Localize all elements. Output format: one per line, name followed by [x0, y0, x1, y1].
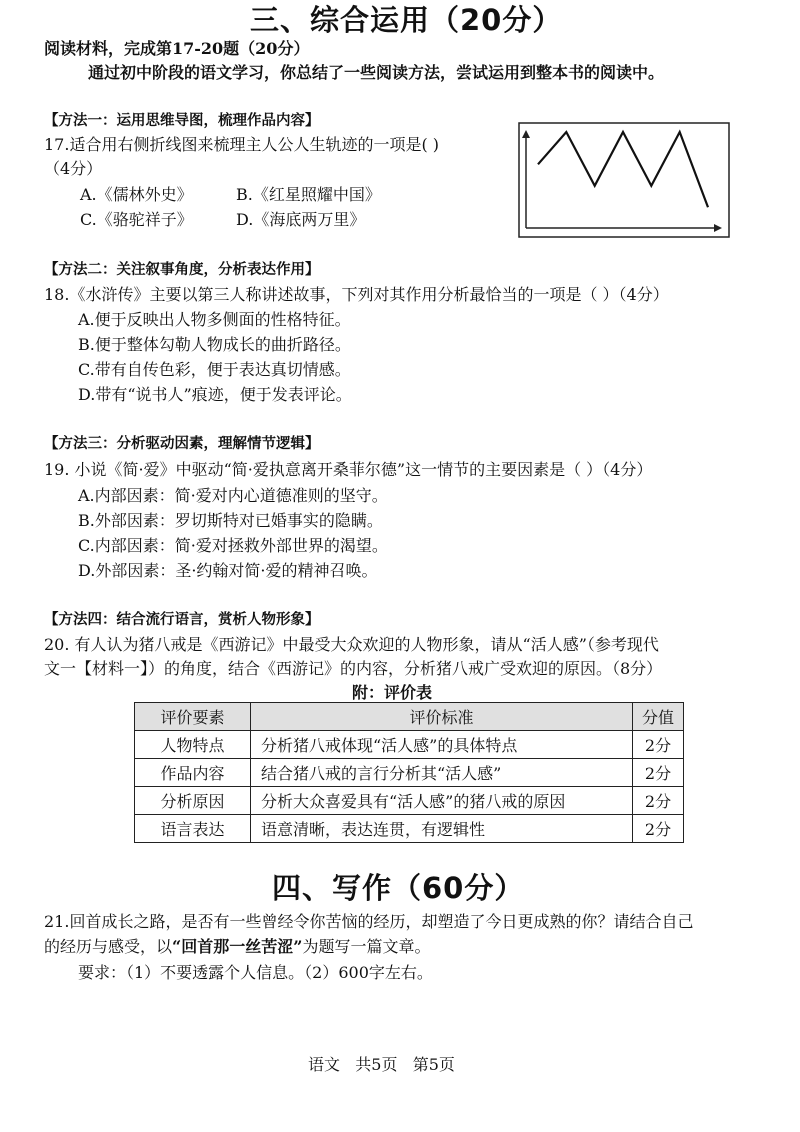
table-header: 分值 — [633, 703, 684, 731]
q17-stem: 17.适合用右侧折线图来梳理主人公人生轨迹的一项是( ) — [44, 135, 440, 154]
q18-option-d: D.带有“说书人”痕迹，便于发表评论。 — [78, 385, 352, 404]
q19-option-c: C.内部因素：简·爱对拯救外部世界的渴望。 — [78, 536, 388, 555]
q18-option-b: B.便于整体勾勒人物成长的曲折路径。 — [78, 335, 351, 354]
table-row — [135, 731, 684, 759]
section4-title: 四、写作（60分） — [272, 871, 525, 905]
q19-stem: 19. 小说《简·爱》中驱动“简·爱执意离开桑菲尔德”这一情节的主要因素是（ ）（4分） — [44, 460, 653, 479]
table-caption: 附：评价表 — [352, 683, 433, 702]
q17-line-chart — [518, 122, 730, 238]
q18-stem: 18.《水浒传》主要以第三人称讲述故事，下列对其作用分析最恰当的一项是（ ）（4分） — [44, 285, 669, 304]
table-cell: 分析大众喜爱具有“活人感”的猪八戒的原因 — [251, 787, 633, 815]
reading-intro-text: 通过初中阶段的语文学习，你总结了一些阅读方法，尝试运用到整本书的阅读中。 — [88, 63, 665, 82]
q17-score: （4分） — [44, 159, 103, 178]
table-cell: 2分 — [633, 815, 684, 843]
table-cell: 语言表达 — [135, 815, 251, 843]
q18-option-a: A.便于反映出人物多侧面的性格特征。 — [78, 310, 351, 329]
q17-option-a: A.《儒林外史》 — [80, 185, 193, 204]
q19-option-b: B.外部因素：罗切斯特对已婚事实的隐瞒。 — [78, 511, 383, 530]
table-row — [135, 815, 684, 843]
chart-x-arrow — [714, 224, 722, 232]
page-footer: 语文 共5页 第5页 — [308, 1055, 455, 1074]
q20-stem-line1: 20. 有人认为猪八戒是《西游记》中最受大众欢迎的人物形象，请从“活人感”（参考现代 — [44, 635, 659, 654]
method4-heading: 【方法四：结合流行语言，赏析人物形象】 — [44, 612, 320, 628]
section3-title: 三、综合运用（20分） — [250, 3, 563, 37]
evaluation-table — [134, 702, 684, 843]
table-row — [135, 787, 684, 815]
table-header: 评价要素 — [135, 703, 251, 731]
writing-prompt-line2 — [44, 934, 430, 957]
method1-heading: 【方法一：运用思维导图，梳理作品内容】 — [44, 113, 320, 129]
q20-stem-line2: 文一【材料一】）的角度，结合《西游记》的内容，分析猪八戒广受欢迎的原因。（8分） — [44, 659, 663, 678]
table-cell: 语意清晰，表达连贯，有逻辑性 — [251, 815, 633, 843]
table-header-row — [135, 703, 684, 731]
writing-requirements: 要求：（1）不要透露个人信息。（2）600字左右。 — [78, 963, 433, 982]
table-cell: 作品内容 — [135, 759, 251, 787]
chart-y-arrow — [522, 130, 530, 138]
q17-option-d: D.《海底两万里》 — [236, 210, 366, 229]
table-row — [135, 759, 684, 787]
q19-option-a: A.内部因素：简·爱对内心道德准则的坚守。 — [78, 486, 388, 505]
table-cell: 2分 — [633, 759, 684, 787]
q19-option-d: D.外部因素：圣·约翰对简·爱的精神召唤。 — [78, 561, 378, 580]
table-cell: 2分 — [633, 787, 684, 815]
table-cell: 2分 — [633, 731, 684, 759]
table-cell: 分析猪八戒体现“活人感”的具体特点 — [251, 731, 633, 759]
prompt-text-post: 为题写一篇文章。 — [302, 937, 431, 956]
essay-title: “回首那一丝苦涩” — [172, 937, 303, 956]
writing-prompt-line1: 21.回首成长之路，是否有一些曾经令你苦恼的经历，却塑造了今日更成熟的你？请结合自己 — [44, 912, 694, 931]
chart-series-line — [538, 132, 708, 207]
q17-option-b: B.《红星照耀中国》 — [236, 185, 381, 204]
q17-option-c: C.《骆驼祥子》 — [80, 210, 193, 229]
reading-intro-label: 阅读材料，完成第17-20题（20分） — [44, 39, 310, 58]
table-header: 评价标准 — [251, 703, 633, 731]
q18-option-c: C.带有自传色彩，便于表达真切情感。 — [78, 360, 351, 379]
prompt-text-pre: 的经历与感受，以 — [44, 937, 173, 956]
method3-heading: 【方法三：分析驱动因素，理解情节逻辑】 — [44, 436, 320, 452]
table-cell: 结合猪八戒的言行分析其“活人感” — [251, 759, 633, 787]
table-cell: 人物特点 — [135, 731, 251, 759]
method2-heading: 【方法二：关注叙事角度，分析表达作用】 — [44, 262, 320, 278]
table-cell: 分析原因 — [135, 787, 251, 815]
